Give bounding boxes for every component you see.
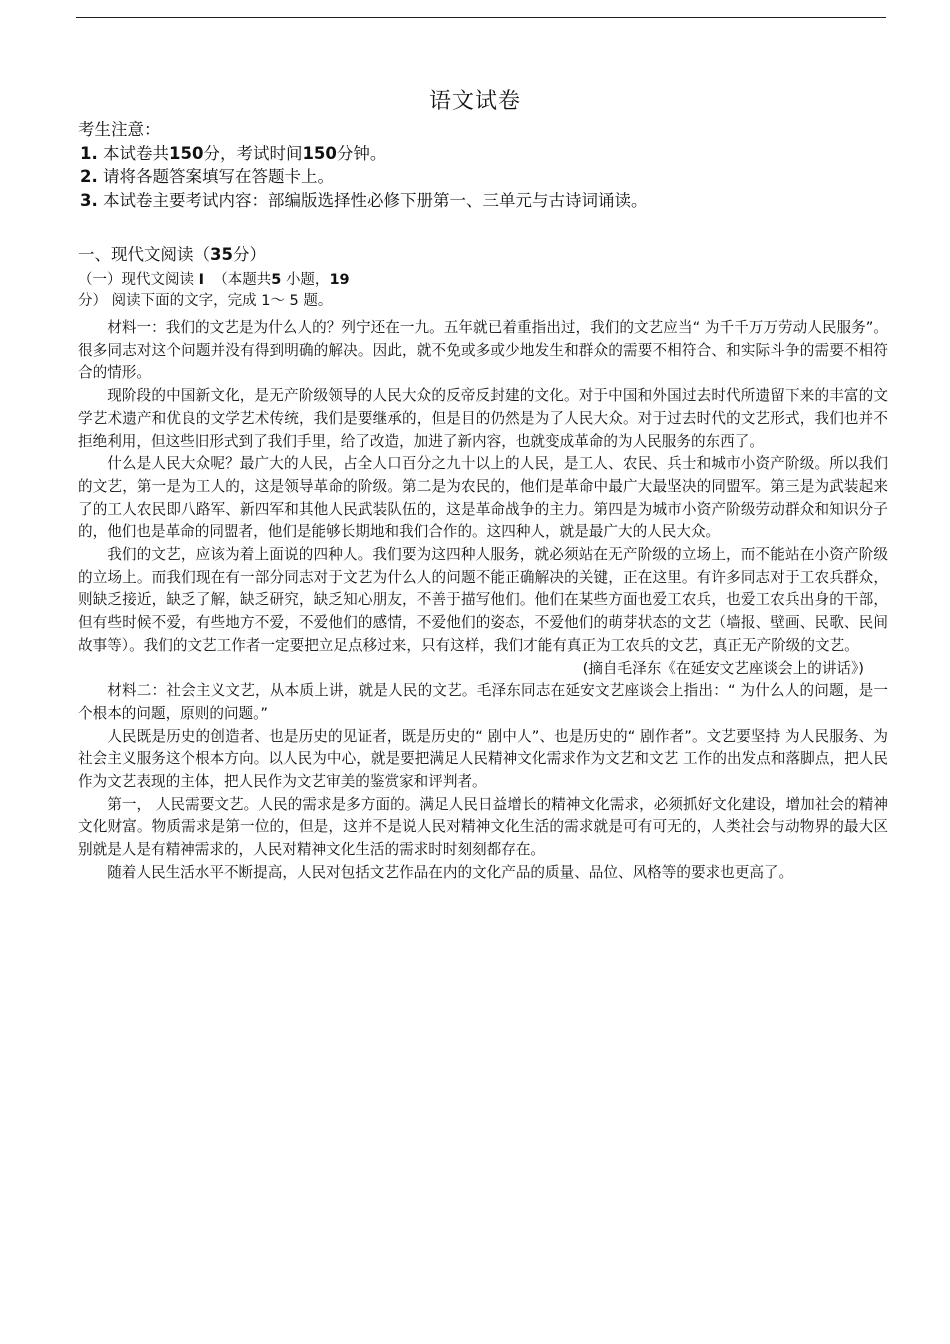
notice-heading: 考生注意：: [78, 120, 161, 139]
source-citation: (摘自毛泽东《在延安文艺座谈会上的讲话》): [582, 659, 864, 677]
passage-paragraph: 随着人民生活水平不断提高，人民对包括文艺作品在内的文化产品的质量、品位、风格等的要求也更高了。: [107, 863, 794, 881]
total-score: 150: [169, 143, 204, 163]
passage-paragraph: 现阶段的中国新文化，是无产阶级领导的人民大众的反帝反封建的文化。对于中国和外国过去时代所遗留下来的丰富的文学艺术遗产和优良的文学艺术传统，我们是要继承的，但是目的仍然是为了人民大众。对于过去时代的文艺形式，我们也并不拒绝利用，但这些旧形式到了我们手里，给了改造，加进了新内容，也就变成革命的为人民服务的东西了。: [78, 387, 888, 450]
notice-item-text: 分钟。: [336, 143, 387, 163]
passage-paragraph: 我们的文艺，应该为着上面说的四种人。我们要为这四种人服务，就必须站在无产阶级的立场上，而不能站在小资产阶级的立场上。而我们现在有一部分同志对于文艺为什么人的问题不能正确解决的关键，正在这里。有许多同志对于工农兵群众，则缺乏接近，缺乏了解，缺乏研究，缺乏知心朋友，不善于描写他们。他们在某些方面也爱工农兵，也爱工农兵出身的干部，但有些时候不爱，有些地方不爱，不爱他们的感情，不爱他们的姿态，不爱他们的萌芽状态的文艺（墙报、壁画、民歌、民间故事等）。我们的文艺工作者一定要把立足点移过来，只有这样，我们才能有真正为工农兵的文艺，真正无产阶级的文艺。: [78, 546, 888, 654]
section-score: 35: [210, 245, 233, 264]
notice-item-text: 本试卷共: [103, 143, 169, 163]
passage-paragraph: 材料一：我们的文艺是为什么人的？列宁还在一九。五年就已着重指出过，我们的文艺应当“ 为千千万万劳动人民服务”。很多同志对这个问题并没有得到明确的解决。因此，就不免或多或少地发生和群众的需要不相符合、和实际斗争的需要不相符合的情形。: [78, 319, 888, 382]
exam-notice: [78, 118, 888, 212]
notice-item-text: 分，考试时间: [203, 143, 303, 163]
page-title: 语文试卷: [428, 89, 521, 114]
exam-duration: 150: [302, 143, 337, 163]
notice-item-number: 1.: [80, 143, 98, 163]
subsection-heading: （一）现代文阅读 I （本题共5 小题，19 分） 阅读下面的文字，完成 1～ 5 题。: [78, 272, 350, 309]
passage-paragraph: 人民既是历史的创造者、也是历史的见证者，既是历史的“ 剧中人”、也是历史的“ 剧作者”。文艺要坚持 为人民服务、为社会主义服务这个根本方向。以人民为中心，就是要把满足人民精神文化需求作为文艺和文艺 工作的出发点和落脚点，把人民作为文艺表现的主体，把人民作为文艺审美的鉴赏家和评判者。: [78, 727, 888, 791]
notice-item-2: [78, 165, 888, 189]
notice-item-number: 3.: [80, 190, 98, 210]
section-heading: 一、现代文阅读（35分）: [78, 245, 266, 264]
passage-paragraph: 材料二：社会主义文艺，从本质上讲，就是人民的文艺。毛泽东同志在延安文艺座谈会上指出：“ 为什么人的问题，是一个根本的问题，原则的问题。”: [78, 682, 888, 722]
passage-paragraph: 什么是人民大众呢？最广大的人民，占全人口百分之九十以上的人民，是工人、农民、兵士和城市小资产阶级。所以我们的文艺，第一是为工人的，这是领导革命的阶级。第二是为农民的，他们是革命中最广大最坚决的同盟军。第三是为武装起来了的工人农民即八路军、新四军和其他人民武装队伍的，这是革命战争的主力。第四是为城市小资产阶级劳动群众和知识分子的，他们也是革命的同盟者，他们是能够长期地和我们合作的。这四种人，就是最广大的人民大众。: [78, 455, 888, 541]
notice-item-3: [78, 189, 888, 213]
reading-passage: [78, 317, 888, 885]
passage-paragraph: 第一， 人民需要文艺。人民的需求是多方面的。满足人民日益增长的精神文化需求，必须抓好文化建设，增加社会的精神文化财富。物质需求是第一位的，但是，这并不是说人民对精神文化生活的需求就是可有可无的，人类社会与动物界的最大区别就是人是有精神需求的，人民对精神文化生活的需求时时刻刻都存在。: [78, 795, 888, 859]
notice-item-text: 本试卷主要考试内容：部编版选择性必修下册第一、三单元与古诗词诵读。: [103, 190, 648, 210]
notice-item-text: 请将各题答案填写在答题卡上。: [103, 167, 334, 186]
header-rule: [76, 17, 886, 18]
notice-item-1: [78, 142, 888, 166]
notice-item-number: 2.: [80, 167, 98, 186]
